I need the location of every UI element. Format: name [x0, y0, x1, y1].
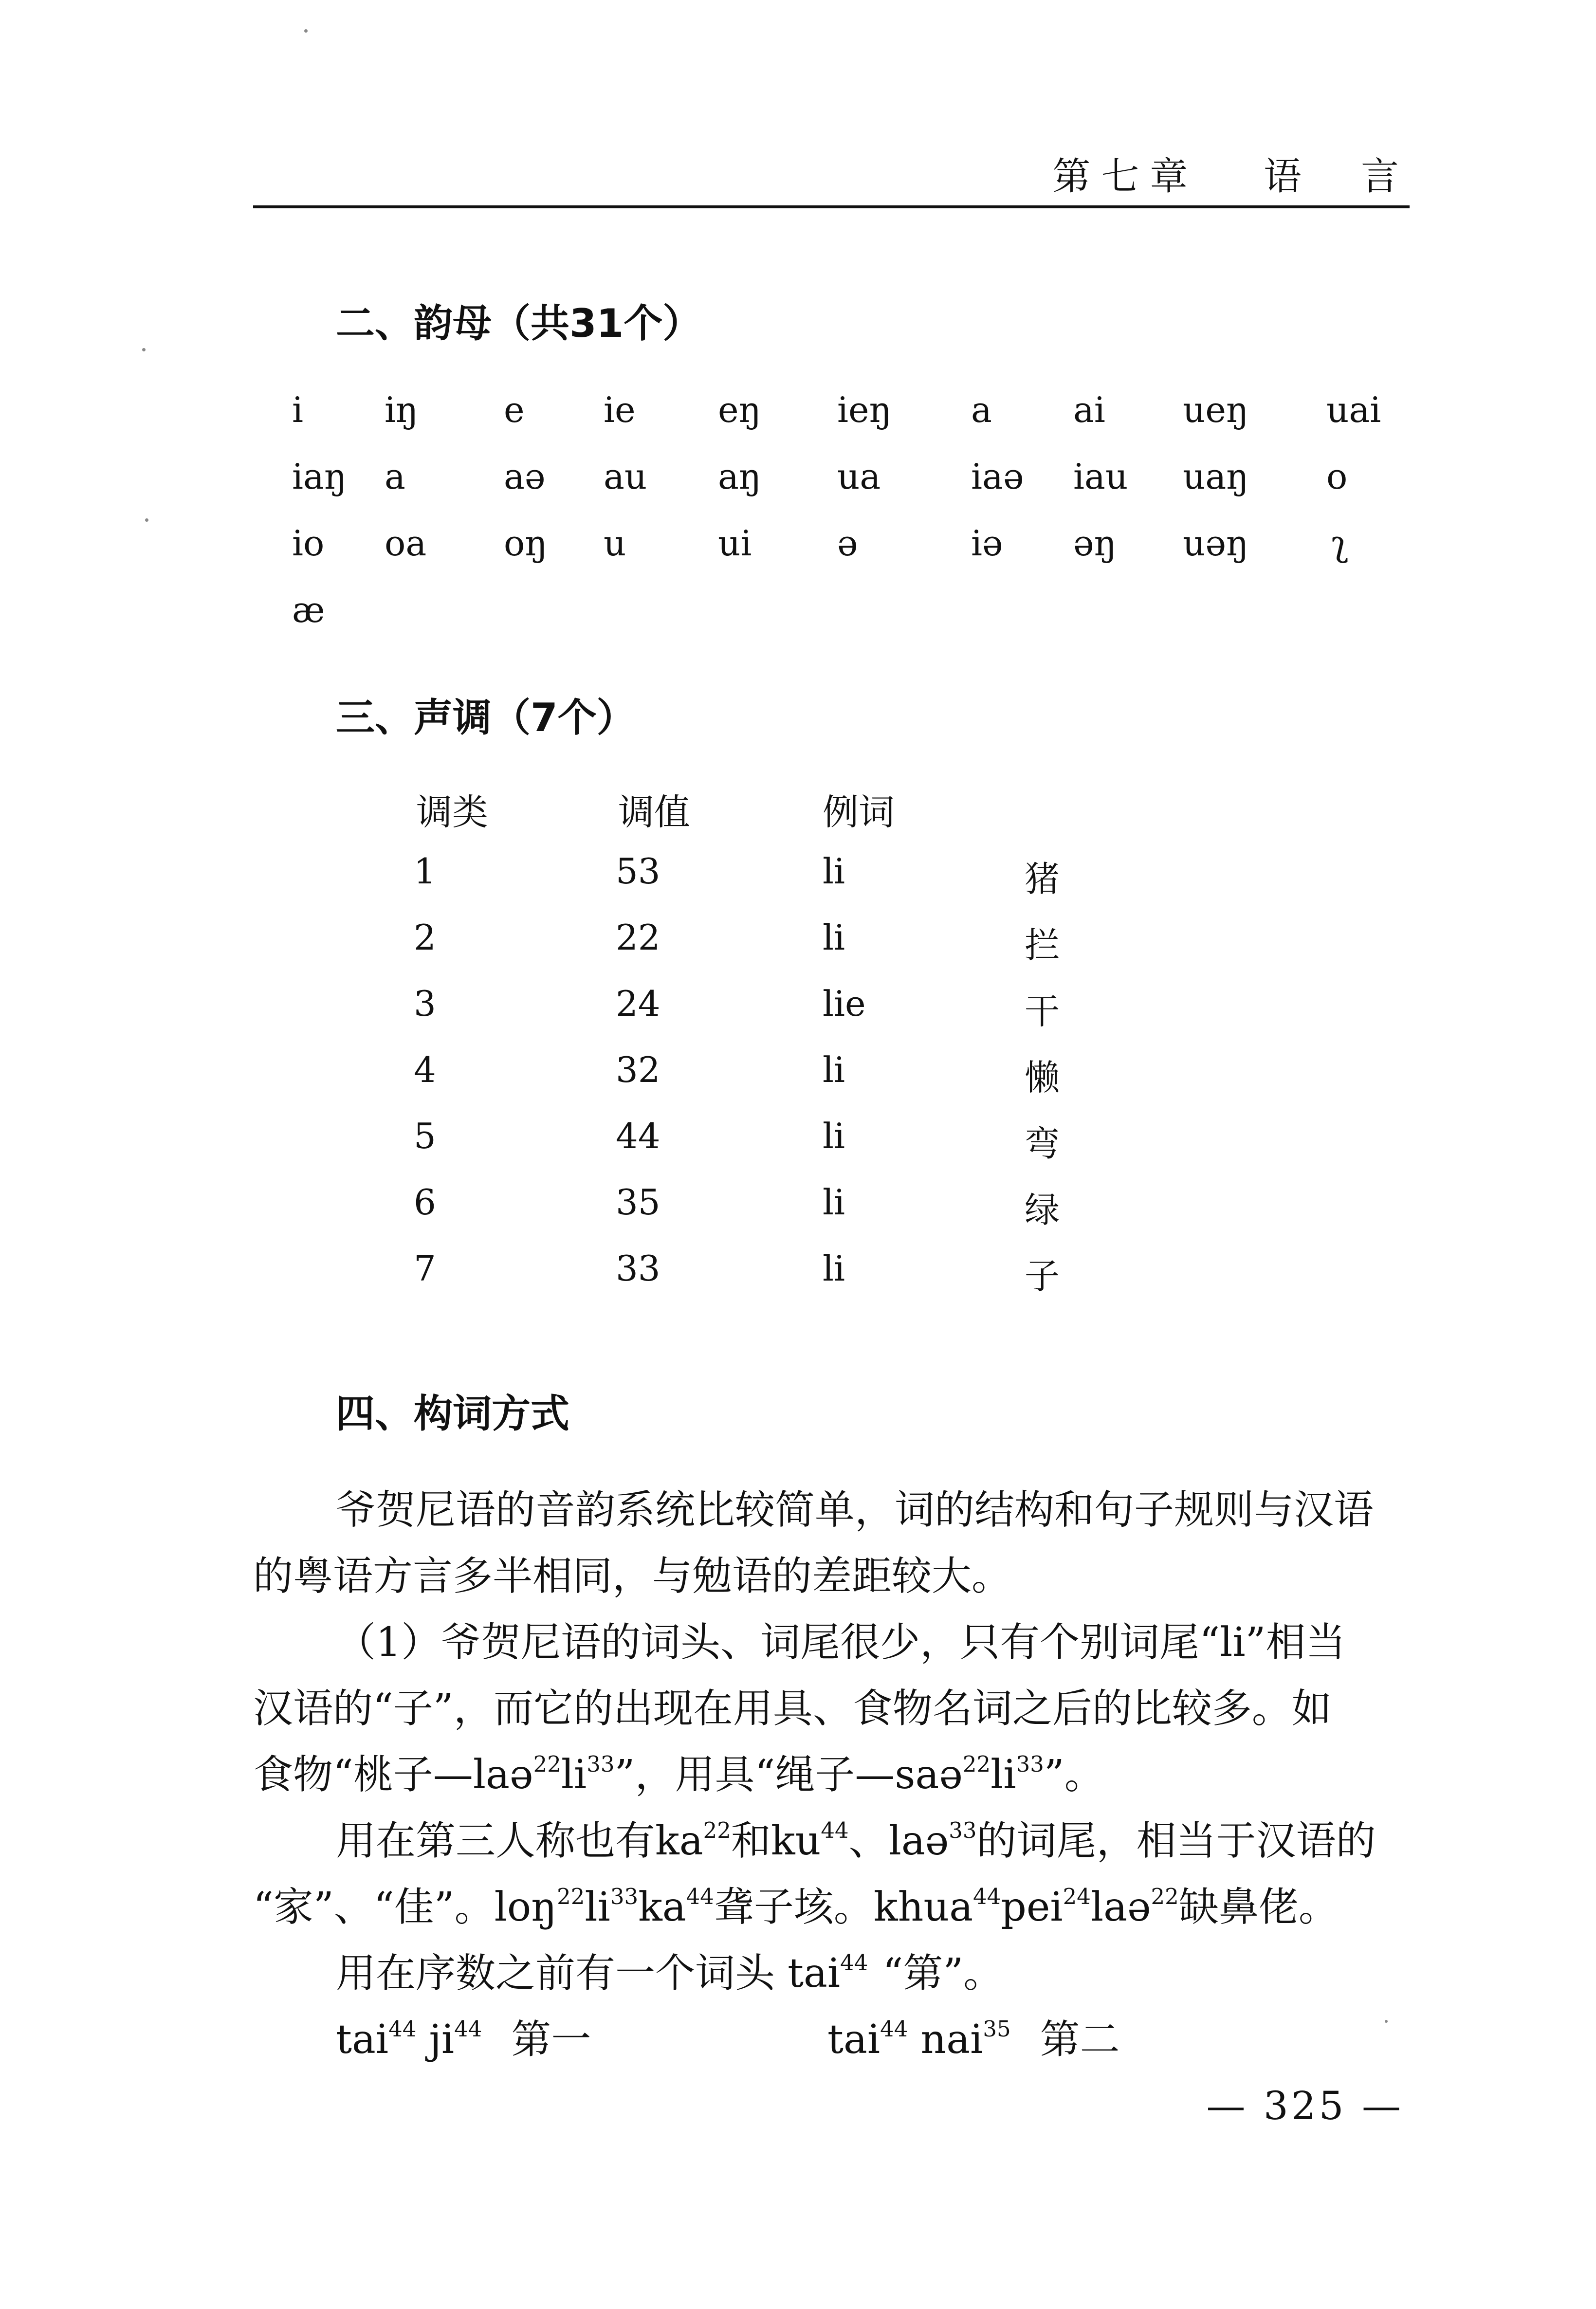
tone-value: 24	[616, 983, 660, 1024]
final-cell: iaə	[971, 456, 1024, 497]
ordinal-example: tai$^{44}$ $ji^{44}$ 第一	[336, 2016, 591, 2063]
paragraph-line: 的粤语方言多半相同，与勉语的差距较大。	[253, 1553, 1012, 1599]
section-title-word-formation: 四、构词方式	[336, 1391, 569, 1436]
paragraph-line: 爷贺尼语的音韵系统比较简单，词的结构和句子规则与汉语	[336, 1487, 1374, 1533]
final-cell: ie	[604, 389, 636, 430]
section-title-tones: 三、声调（7个）	[336, 695, 636, 740]
tone-gloss: 绿	[1025, 1190, 1060, 1230]
scan-speck	[1385, 2020, 1388, 2023]
final-cell: a	[971, 389, 992, 430]
tone-class: 3	[414, 983, 436, 1024]
final-cell: ueŋ	[1183, 389, 1249, 430]
final-cell: oŋ	[504, 523, 548, 564]
final-cell: æ	[292, 589, 325, 630]
final-cell: uaŋ	[1183, 456, 1249, 497]
tone-example: li	[823, 917, 845, 958]
final-cell: o	[1326, 456, 1348, 497]
tone-value: 22	[616, 917, 660, 958]
final-cell: ui	[718, 523, 752, 564]
table-header: 例词	[823, 791, 895, 833]
ordinal-example: tai$^{44}$ nai$^{35}$ 第二	[827, 2016, 1120, 2063]
final-cell: ʅ	[1331, 523, 1349, 564]
paragraph-line: 用在第三人称也有$ka^{22}$和$ku^{44}$、laə$^{33}$的词尾，相当于汉语的	[336, 1817, 1376, 1864]
final-cell: əŋ	[1073, 523, 1117, 564]
scan-speck	[145, 518, 148, 522]
final-cell: eŋ	[718, 389, 761, 430]
tone-class: 2	[414, 917, 436, 958]
final-cell: iŋ	[385, 389, 419, 430]
tone-gloss: 子	[1025, 1256, 1060, 1297]
tone-gloss: 弯	[1025, 1123, 1060, 1164]
final-cell: e	[504, 389, 525, 430]
final-cell: ua	[837, 456, 881, 497]
final-cell: u	[604, 523, 626, 564]
paragraph-line: （1）爷贺尼语的词头、词尾很少，只有个别词尾“li”相当	[336, 1619, 1346, 1666]
tone-class: 6	[414, 1182, 436, 1223]
header-rule	[253, 205, 1410, 208]
tone-gloss: 干	[1025, 991, 1060, 1032]
paragraph-line: 汉语的“子”，而它的出现在用具、食物名词之后的比较多。如	[253, 1686, 1332, 1732]
tone-value: 33	[616, 1248, 660, 1289]
tone-class: 5	[414, 1116, 436, 1156]
tone-value: 53	[616, 851, 660, 892]
final-cell: uəŋ	[1183, 523, 1249, 564]
final-cell: ai	[1073, 389, 1105, 430]
chapter-title: 语 言	[1263, 155, 1410, 199]
final-cell: au	[604, 456, 647, 497]
tone-example: li	[823, 1182, 845, 1223]
tone-gloss: 懒	[1025, 1057, 1060, 1098]
tone-example: lie	[823, 983, 866, 1024]
scan-speck	[304, 29, 308, 33]
final-cell: iau	[1073, 456, 1128, 497]
final-cell: ieŋ	[837, 389, 892, 430]
tone-example: li	[823, 1049, 845, 1090]
final-cell: aŋ	[718, 456, 762, 497]
tone-example: li	[823, 851, 845, 892]
paragraph-line: “家”、“佳”。$loŋ^{22}li^{33}ka^{44}$聋子垓。khua$^{44}$pei$^{24}$laə$^{22}$缺鼻佬。	[253, 1884, 1339, 1930]
final-cell: iə	[971, 523, 1003, 564]
tone-value: 32	[616, 1049, 660, 1090]
final-cell: a	[385, 456, 405, 497]
final-cell: oa	[385, 523, 427, 564]
final-cell: uai	[1326, 389, 1381, 430]
scan-speck	[142, 348, 146, 351]
table-header: 调值	[618, 791, 690, 833]
tone-class: 7	[414, 1248, 436, 1289]
chapter-label: 第七章	[1052, 155, 1199, 199]
running-header	[1052, 146, 1410, 201]
tone-value: 35	[616, 1182, 660, 1223]
final-cell: i	[292, 389, 304, 430]
table-header: 调类	[416, 791, 488, 833]
tone-value: 44	[616, 1116, 660, 1156]
final-cell: iaŋ	[292, 456, 347, 497]
final-cell: io	[292, 523, 325, 564]
paragraph-line: 用在序数之前有一个词头 tai$^{44}$ “第”。	[336, 1950, 1004, 1997]
paragraph-line: 食物“桃子$—laə^{22}li^{33}$”，用具“绳子$—saə^{22}li^{33}$”。	[253, 1751, 1104, 1798]
tone-gloss: 拦	[1025, 925, 1060, 966]
page-number: — 325 —	[1206, 2083, 1404, 2128]
tone-example: li	[823, 1248, 845, 1289]
tone-class: 4	[414, 1049, 436, 1090]
section-title-finals: 二、韵母（共31个）	[336, 301, 702, 346]
tone-example: li	[823, 1116, 845, 1156]
final-cell: ə	[837, 523, 858, 564]
final-cell: aə	[504, 456, 546, 497]
tone-gloss: 猪	[1025, 859, 1060, 899]
tone-class: 1	[414, 851, 436, 892]
